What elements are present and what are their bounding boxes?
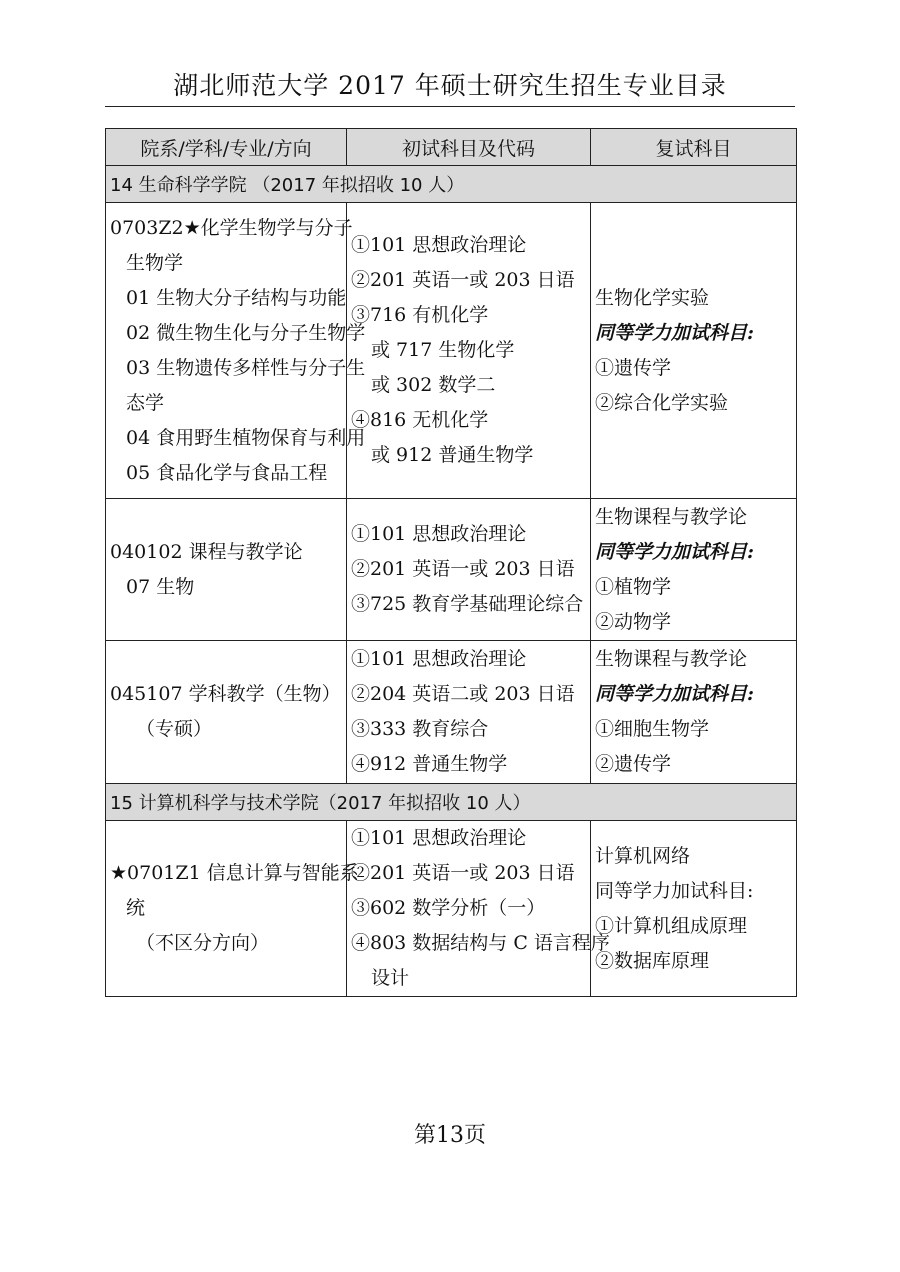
- retest-line: 同等学力加试科目:: [595, 540, 755, 563]
- retest-line: ②数据库原理: [595, 949, 710, 972]
- table-row: [106, 203, 797, 499]
- page-title: 湖北师范大学 2017 年硕士研究生招生专业目录: [173, 71, 727, 100]
- header-retest: 复试科目: [591, 129, 797, 166]
- college-row: [106, 784, 797, 821]
- table-row: [106, 821, 797, 997]
- table-header-row: [106, 129, 797, 166]
- retest-line: 同等学力加试科目:: [595, 683, 755, 705]
- program-line: ★0701Z1 信息计算与智能系: [110, 862, 359, 884]
- retest-line: ①计算机组成原理: [595, 914, 748, 937]
- title-rule: [105, 106, 795, 107]
- header-program: 院系/学科/专业/方向: [106, 129, 347, 166]
- retest-line: ②综合化学实验: [595, 391, 729, 414]
- program-line: 态学: [126, 391, 165, 414]
- college-name: 15 计算机科学与技术学院（2017 年拟招收 10 人）: [106, 784, 797, 821]
- college-row: [106, 166, 797, 203]
- exam-line: ④912 普通生物学: [351, 753, 508, 775]
- exam-line: ③333 教育综合: [351, 718, 489, 740]
- page-number: 第13页: [414, 1123, 486, 1148]
- retest-line: 计算机网络: [595, 844, 691, 867]
- program-line: 05 食品化学与食品工程: [126, 461, 328, 484]
- program-cell: [106, 203, 366, 499]
- exam-line: ④816 无机化学: [351, 409, 489, 431]
- retest-line: ①细胞生物学: [595, 718, 710, 740]
- program-line: （专硕）: [136, 718, 213, 740]
- exam-line: ③725 教育学基础理论综合: [351, 593, 584, 615]
- program-line: 02 微生物生化与分子生物学: [126, 321, 366, 344]
- exam-line: ②201 英语一或 203 日语: [351, 558, 575, 580]
- exams-cell: [347, 499, 591, 641]
- exam-line: ①101 思想政治理论: [351, 523, 527, 545]
- program-line: 0703Z2★化学生物学与分子: [110, 216, 353, 239]
- program-line: 040102 课程与教学论: [110, 540, 303, 563]
- retest-line: ②动物学: [595, 610, 672, 633]
- exam-line: ①101 思想政治理论: [351, 234, 527, 256]
- exam-line: ②201 英语一或 203 日语: [351, 269, 575, 291]
- program-cell: [106, 499, 347, 641]
- program-cell: [106, 821, 359, 997]
- exam-line: 设计: [371, 967, 410, 989]
- table-row: [106, 641, 797, 784]
- retest-line: 同等学力加试科目:: [595, 879, 754, 902]
- retest-cell: [591, 203, 797, 499]
- exam-line: ①101 思想政治理论: [351, 648, 527, 670]
- exam-line: ②204 英语二或 203 日语: [351, 683, 575, 705]
- retest-cell: [591, 641, 797, 784]
- exam-line: 或 302 数学二: [371, 374, 496, 396]
- retest-line: 同等学力加试科目:: [595, 321, 755, 344]
- exam-line: ②201 英语一或 203 日语: [351, 862, 575, 884]
- program-line: 045107 学科教学（生物）: [110, 683, 341, 705]
- retest-line: 生物课程与教学论: [595, 648, 748, 670]
- retest-cell: [591, 821, 797, 997]
- exam-line: 或 912 普通生物学: [371, 444, 534, 466]
- exam-line: ③602 数学分析（一）: [351, 897, 546, 919]
- retest-cell: [591, 499, 797, 641]
- retest-line: ①植物学: [595, 575, 672, 598]
- exam-line: ①101 思想政治理论: [351, 827, 527, 849]
- exams-cell: [347, 821, 610, 997]
- program-line: （不区分方向）: [136, 932, 270, 954]
- table-row: [106, 499, 797, 641]
- retest-line: ①遗传学: [595, 356, 672, 379]
- retest-line: 生物化学实验: [595, 286, 710, 309]
- program-line: 03 生物遗传多样性与分子生: [126, 356, 366, 379]
- program-cell: [106, 641, 347, 784]
- retest-line: 生物课程与教学论: [595, 505, 748, 528]
- exams-cell: [347, 203, 591, 499]
- exams-cell: [347, 641, 591, 784]
- exam-line: ③716 有机化学: [351, 304, 489, 326]
- exam-line: 或 717 生物化学: [371, 339, 515, 361]
- program-line: 07 生物: [126, 575, 195, 598]
- header-exams: 初试科目及代码: [347, 129, 591, 166]
- program-line: 生物学: [126, 251, 184, 274]
- college-name: 14 生命科学学院 （2017 年拟招收 10 人）: [106, 166, 797, 203]
- program-line: 04 食用野生植物保育与利用: [126, 426, 366, 449]
- program-line: 01 生物大分子结构与功能: [126, 286, 347, 309]
- exam-line: ④803 数据结构与 C 语言程序: [351, 932, 610, 954]
- retest-line: ②遗传学: [595, 753, 672, 775]
- program-line: 统: [126, 897, 146, 919]
- catalog-table: [105, 128, 797, 997]
